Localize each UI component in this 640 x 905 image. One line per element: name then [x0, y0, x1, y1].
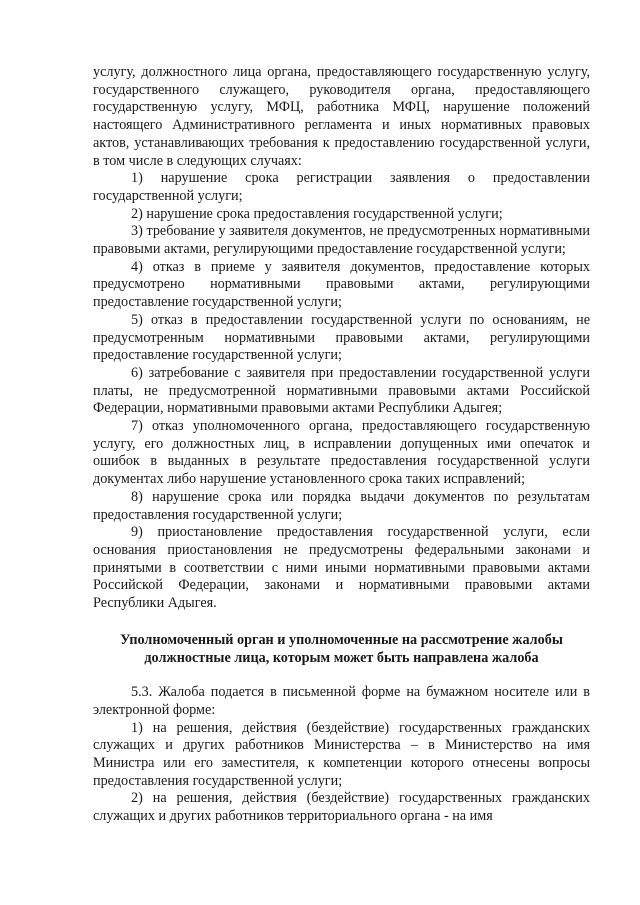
list-item-7: 7) отказ уполномоченного органа, предоставляющего государственную услугу, его должностных лиц, в исправлении допущенных ими опечаток и ошибок в выданных в результате предоставления государственной услуги документах либо нарушение установленного срока таких исправлений;	[93, 418, 590, 488]
list-item-9: 9) приостановление предоставления государственной услуги, если основания приостановления не предусмотрены федеральными законами и принятыми в соответствии с ними иными нормативными правовыми актами Российской Федерации, законами и нормативными правовыми актами Республики Адыгея.	[93, 524, 590, 612]
clause-5-3: 5.3. Жалоба подается в письменной форме на бумажном носителе или в электронной форме:	[93, 684, 590, 718]
section-heading-line-1: Уполномоченный орган и уполномоченные на рассмотрение жалобы	[120, 631, 563, 648]
clause-item-2: 2) на решения, действия (бездействие) государственных гражданских служащих и других работников территориального органа - на имя	[93, 790, 590, 825]
section-heading-line-2: должностные лица, которым может быть направлена жалоба	[144, 649, 539, 666]
list-item-8: 8) нарушение срока или порядка выдачи документов по результатам предоставления государственной услуги;	[93, 488, 590, 523]
list-item-5: 5) отказ в предоставлении государственной услуги по основаниям, не предусмотренным нормативными правовыми актами, регулирующими предоставление государственной услуги;	[93, 311, 590, 364]
list-item-2: 2) нарушение срока предоставления государственной услуги;	[131, 205, 503, 222]
spacer	[93, 613, 590, 632]
list-item-4: 4) отказ в приеме у заявителя документов, предоставление которых предусмотрено нормативными правовыми актами, регулирующими предоставление государственной услуги;	[93, 258, 590, 311]
list-item-1: 1) нарушение срока регистрации заявления о предоставлении государственной услуги;	[93, 170, 590, 204]
list-item-6: 6) затребование с заявителя при предоставлении государственной услуги платы, не предусмотренной нормативными правовыми актами Российской Федерации, нормативными правовыми актами Республики Адыгея;	[93, 364, 590, 417]
spacer	[93, 667, 590, 684]
clause-item-1: 1) на решения, действия (бездействие) государственных гражданских служащих и других работников Министерства – в Министерство на имя Министра или его заместителя, к компетенции которого отнесены вопросы предоставления государственной услуги;	[93, 719, 590, 789]
list-item-3: 3) требование у заявителя документов, не предусмотренных нормативными правовыми актами, регулирующими предоставление государственной услуги;	[93, 223, 590, 258]
document-page	[93, 64, 590, 826]
paragraph-continuation: услугу, должностного лица органа, предоставляющего государственную услугу, государственного служащего, руководителя органа, предоставляющего государственную услугу, МФЦ, работника МФЦ, нарушение положений настоящего Административного регламента и иных нормативных правовых актов, устанавливающих требования к предоставлению государственной услуги, в том числе в следующих случаях:	[93, 64, 590, 169]
